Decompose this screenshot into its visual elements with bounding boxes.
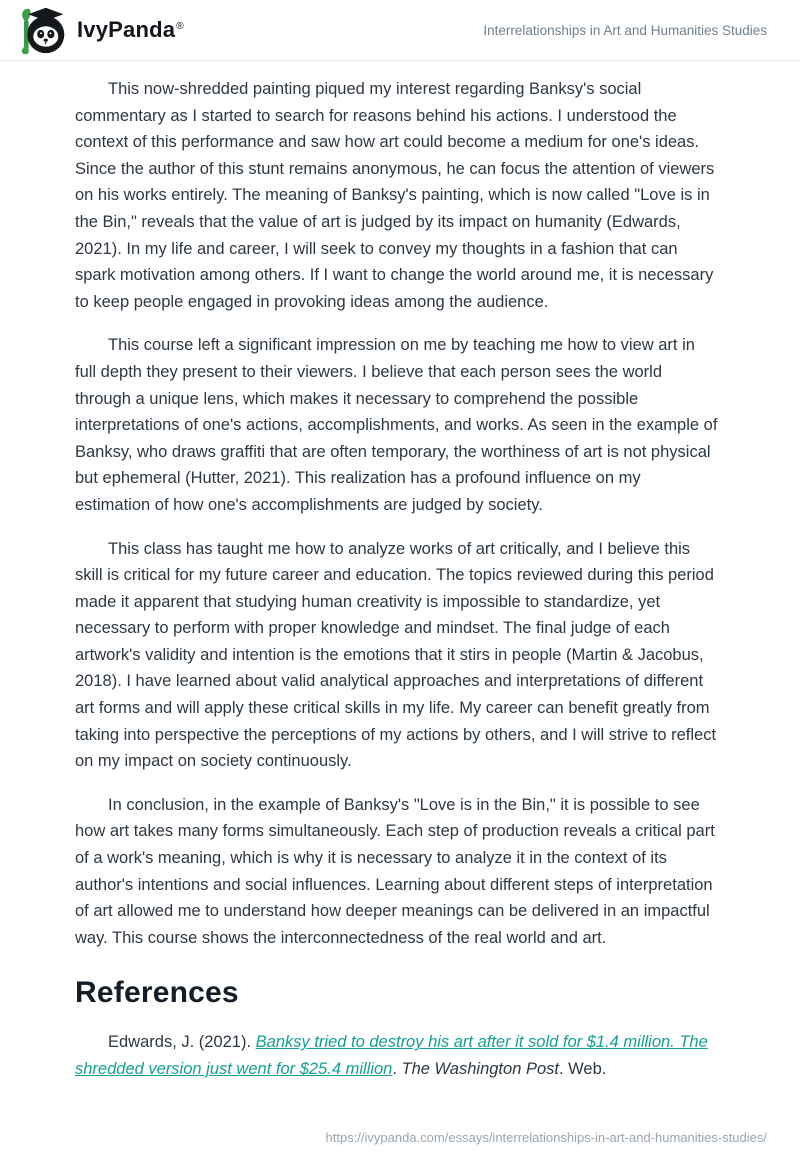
reference-link[interactable]: Banksy tried to destroy his art after it sold for $1.4 million. The shredded version just went for $25.4 million [75,1033,708,1078]
page-url: https://ivypanda.com/essays/interrelationships-in-art-and-humanities-studies/ [325,1130,767,1145]
brand-home-link[interactable] [18,5,184,55]
essay-content [0,61,800,1083]
essay-paragraph-2: This course left a significant impression on me by teaching me how to view art in full depth they present to their viewers. I believe that each person sees the world through a unique lens, which makes it necessary to comprehend the possible interpretations of one's actions, accomplishments, and works. As seen in the example of Banksy, who draws graffiti that are often temporary, the worthiness of art is not physical but ephemeral (Hutter, 2021). This realization has a profound influence on my estimation of how one's accomplishments are judged by society. [75,336,718,514]
reference-entry [75,1029,720,1082]
reference-suffix: . Web. [558,1060,607,1078]
document-title: Interrelationships in Art and Humanities Studies [483,22,767,38]
brand-name [77,17,184,43]
essay-paragraph-3: This class has taught me how to analyze works of art critically, and I believe this skill is critical for my future career and education. The topics reviewed during this period made it apparent that studying human creativity is impossible to standardize, yet necessary to perform with proper knowledge and mindset. The final judge of each artwork's validity and intention is the emotions that it stirs in people (Martin & Jacobus, 2018). I have learned about valid analytical approaches and interpretations of different art forms and will apply these critical skills in my life. My career can benefit greatly from taking into perspective the perceptions of my actions by others, and I will strive to reflect on my impact on society continuously. [75,539,717,771]
references-heading: References [75,976,239,1010]
essay-paragraph-4: In conclusion, in the example of Banksy's "Love is in the Bin," it is possible to see how art takes many forms simultaneously. Each step of production reveals a critical part of a work's meaning, which is why it is necessary to analyze it in the context of its author's intentions and social influences. Learning about different steps of interpretation of art allowed me to understand how deeper meanings can be delivered in an impactful way. This course shows the interconnectedness of the real world and art. [75,795,715,947]
reference-source: The Washington Post [401,1060,559,1078]
reference-author: Edwards, J. (2021). [108,1033,256,1052]
essay-paragraph-1: This now-shredded painting piqued my interest regarding Banksy's social commentary as I started to search for reasons behind his actions. I understood the context of this performance and saw how art could become a medium for one's ideas. Since the author of this stunt remains anonymous, he can focus the attention of viewers on his works entirely. The meaning of Banksy's painting, which is now called "Love is in the Bin," reveals that the value of art is judged by its impact on humanity (Edwards, 2021). In my life and career, I will seek to convey my thoughts in a fashion that can spark motivation among others. If I want to change the world around me, it is necessary to keep people engaged in provoking ideas among the audience. [75,80,715,311]
registered-mark: ® [176,20,184,32]
reference-separator: . [392,1060,402,1078]
ivypanda-logo-icon [18,5,68,55]
site-header [0,0,800,61]
brand-name-text: IvyPanda [77,17,176,42]
